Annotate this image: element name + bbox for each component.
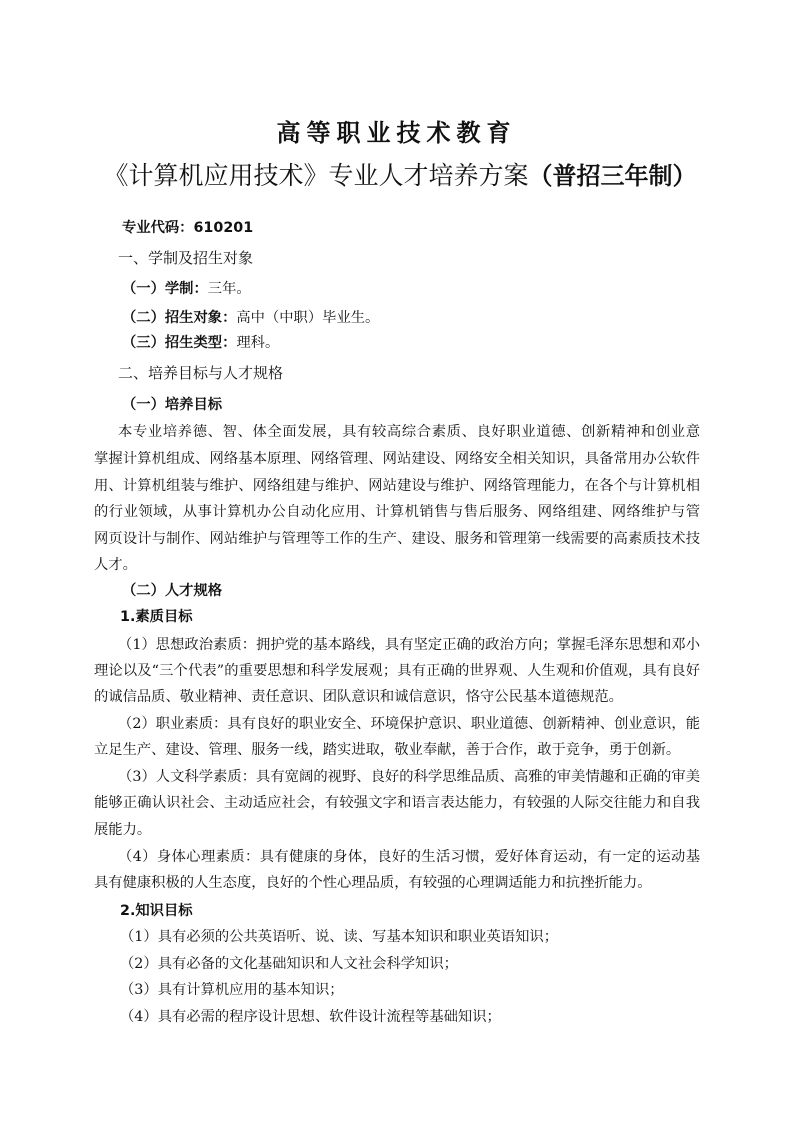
knowledge-item: （1）具有必须的公共英语听、说、读、写基本知识和职业英语知识； bbox=[120, 929, 558, 945]
knowledge-item: （2）具有必备的文化基础知识和人文社会科学知识； bbox=[120, 956, 458, 972]
quality-line: 展能力。 bbox=[94, 822, 152, 838]
goal-heading: （一）培养目标 bbox=[122, 397, 223, 413]
item-value: 三年。 bbox=[207, 281, 251, 297]
quality-line: （4）身体心理素质：具有健康的身体，良好的生活习惯，爱好体育运动，有一定的运动基 bbox=[118, 849, 700, 865]
goal-line: 本专业培养德、智、体全面发展，具有较高综合素质、良好职业道德、创新精神和创业意 bbox=[118, 424, 700, 440]
goal-line: 网页设计与制作、网站维护与管理等工作的生产、建设、服务和管理第一线需要的高素质技术技 bbox=[94, 531, 700, 547]
subtitle-main: 《计算机应用技术》专业人才培养方案 bbox=[103, 161, 529, 190]
major-code bbox=[122, 218, 253, 238]
item-enrollment bbox=[122, 308, 379, 328]
document-title: 高等职业技术教育 bbox=[276, 119, 517, 147]
knowledge-item: （4）具有必需的程序设计思想、软件设计流程等基础知识； bbox=[120, 1009, 501, 1025]
quality-line: 的诚信品质、敬业精神、责任意识、团队意识和诚信意识，恪守公民基本道德规范。 bbox=[94, 689, 623, 705]
goal-line: 用、计算机组装与维护、网络组建与维护、网站建设与维护、网络管理能力，在各个与计算机相 bbox=[94, 478, 700, 494]
document-subtitle bbox=[100, 156, 700, 192]
quality-line: （1）思想政治素质：拥护党的基本路线，具有坚定正确的政治方向；掌握毛泽东思想和邓小 bbox=[118, 637, 700, 653]
section-1-heading: 一、学制及招生对象 bbox=[118, 249, 254, 267]
item-label: （一）学制： bbox=[122, 281, 208, 297]
quality-line: 能够正确认识社会、主动适应社会，有较强文字和语言表达能力，有较强的人际交往能力和自我 bbox=[94, 795, 700, 811]
subtitle-suffix: （普招三年制） bbox=[528, 162, 697, 190]
quality-heading: 1.素质目标 bbox=[120, 609, 193, 625]
item-duration bbox=[122, 279, 251, 299]
quality-line: 理论以及“三个代表”的重要思想和科学发展观；具有正确的世界观、人生观和价值观，具有良好 bbox=[94, 663, 700, 679]
goal-line: 人才。 bbox=[94, 557, 137, 573]
quality-line: （2）职业素质：具有良好的职业安全、环境保护意识、职业道德、创新精神、创业意识，能 bbox=[118, 716, 700, 732]
goal-line: 掌握计算机组成、网络基本原理、网络管理、网站建设、网络安全相关知识，具备常用办公软件 bbox=[94, 451, 700, 467]
knowledge-heading: 2.知识目标 bbox=[120, 903, 193, 919]
goal-line: 的行业领域，从事计算机办公自动化应用、计算机销售与售后服务、网络组建、网络维护与管 bbox=[94, 504, 700, 520]
quality-line: 具有健康积极的人生态度，良好的个性心理品质，有较强的心理调适能力和抗挫折能力。 bbox=[94, 875, 652, 891]
major-code-label: 专业代码： bbox=[122, 220, 194, 236]
major-code-value: 610201 bbox=[193, 220, 254, 236]
quality-line: （3）人文科学素质：具有宽阔的视野、良好的科学思维品质、高雅的审美情趣和正确的审美 bbox=[118, 769, 700, 785]
item-label: （三）招生类型： bbox=[122, 335, 237, 351]
item-label: （二）招生对象： bbox=[122, 310, 237, 326]
item-value: 高中（中职）毕业生。 bbox=[236, 310, 380, 326]
item-type bbox=[122, 333, 279, 353]
section-2-heading: 二、培养目标与人才规格 bbox=[118, 364, 284, 382]
quality-line: 立足生产、建设、管理、服务一线，踏实进取，敬业奉献，善于合作，敢于竞争，勇于创新。 bbox=[94, 742, 681, 758]
item-value: 理科。 bbox=[236, 335, 280, 351]
knowledge-item: （3）具有计算机应用的基本知识； bbox=[120, 982, 344, 998]
spec-heading: （二）人才规格 bbox=[122, 583, 223, 599]
